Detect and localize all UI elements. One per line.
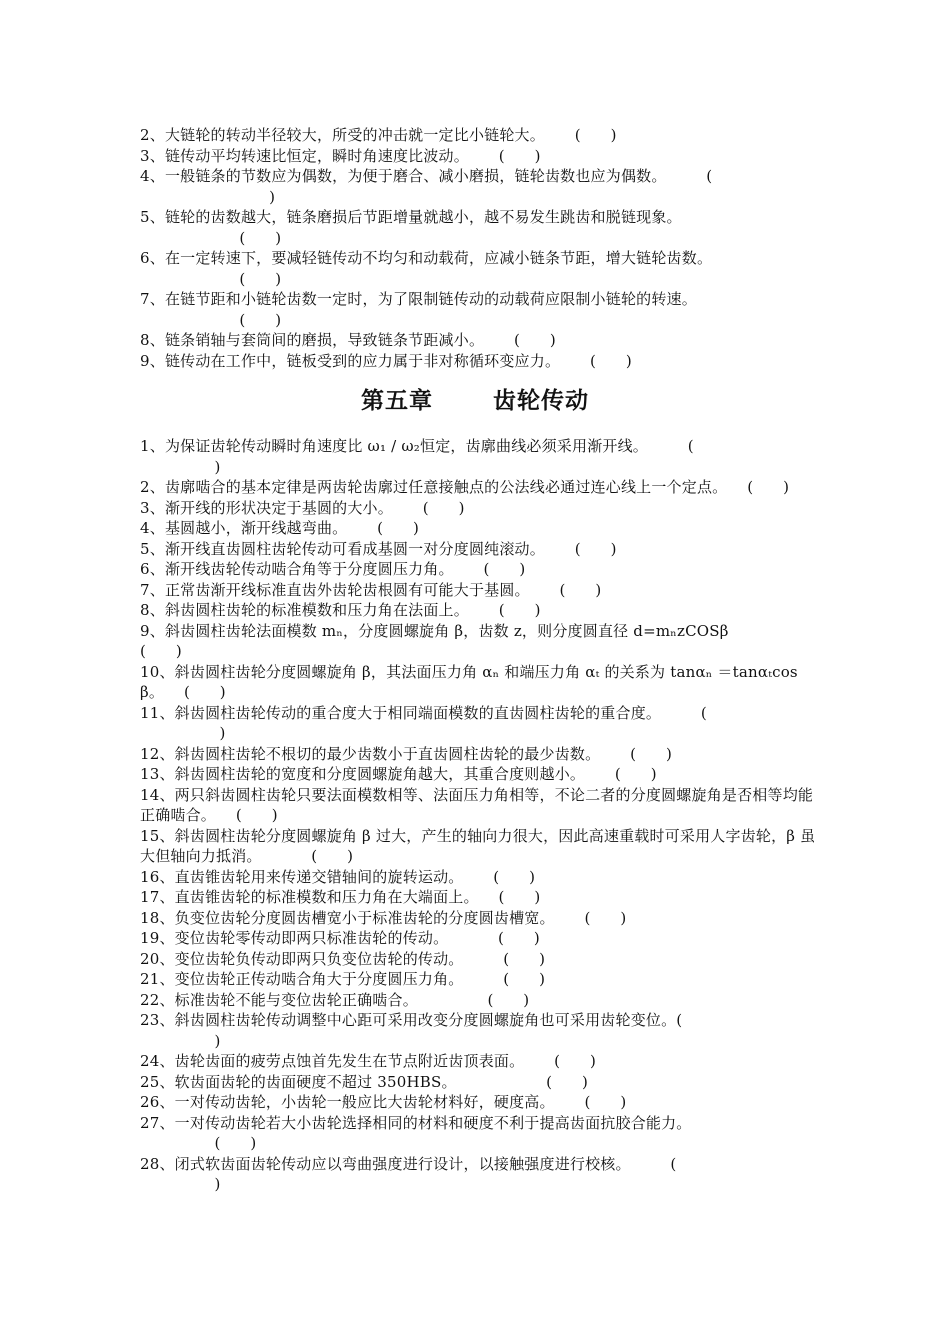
question-item: 6、在一定转速下，要减轻链传动不均匀和动载荷，应减小链条节距，增大链轮齿数。 ( ) bbox=[140, 249, 713, 288]
question-item: 4、一般链条的节数应为偶数，为便于磨合、减小磨损，链轮齿数也应为偶数。 ( ) bbox=[140, 167, 713, 206]
question-item: 16、直齿锥齿轮用来传递交错轴间的旋转运动。 ( ) bbox=[140, 867, 536, 886]
chapter-name: 齿轮传动 bbox=[493, 388, 589, 414]
question-item: 13、斜齿圆柱齿轮的宽度和分度圆螺旋角越大，其重合度则越小。 ( ) bbox=[140, 765, 657, 783]
question-item: 22、标准齿轮不能与变位齿轮正确啮合。 ( ) bbox=[140, 990, 530, 1009]
question-item: 4、基圆越小，渐开线越弯曲。 ( ) bbox=[140, 519, 420, 537]
question-item: 15、斜齿圆柱齿轮分度圆螺旋角 β 过大，产生的轴向力很大，因此高速重载时可采用人字齿轮，β 虽大但轴向力抵消。 ( ) bbox=[140, 826, 816, 865]
section-chain-questions bbox=[140, 125, 820, 371]
question-item: 2、大链轮的转动半径较大，所受的冲击就一定比小链轮大。 ( ) bbox=[140, 126, 617, 144]
question-item: 5、链轮的齿数越大，链条磨损后节距增量就越小，越不易发生跳齿和脱链现象。 ( ) bbox=[140, 208, 682, 247]
question-item: 25、软齿面齿轮的齿面硬度不超过 350HBS。 ( ) bbox=[140, 1072, 589, 1091]
question-item: 1、为保证齿轮传动瞬时角速度比 ω₁ / ω₂恒定，齿廓曲线必须采用渐开线。 ( ) bbox=[140, 437, 694, 476]
question-item: 24、齿轮齿面的疲劳点蚀首先发生在节点附近齿顶表面。 ( ) bbox=[140, 1052, 597, 1070]
question-item: 20、变位齿轮负传动即两只负变位齿轮的传动。 ( ) bbox=[140, 949, 546, 968]
question-item: 2、齿廓啮合的基本定律是两齿轮齿廓过任意接触点的公法线必通过连心线上一个定点。 ( ) bbox=[140, 478, 790, 496]
question-item: 8、斜齿圆柱齿轮的标准模数和压力角在法面上。 ( ) bbox=[140, 601, 541, 619]
question-item: 3、链传动平均转速比恒定，瞬时角速度比波动。 ( ) bbox=[140, 146, 541, 165]
chapter-title bbox=[0, 385, 950, 417]
question-item: 14、两只斜齿圆柱齿轮只要法面模数相等、法面压力角相等，不论二者的分度圆螺旋角是否相等均能正确啮合。 ( ) bbox=[140, 785, 814, 824]
question-item: 7、正常齿渐开线标准直齿外齿轮齿根圆有可能大于基圆。 ( ) bbox=[140, 580, 602, 599]
question-item: 27、一对传动齿轮若大小齿轮选择相同的材料和硬度不利于提高齿面抗胶合能力。 ( ) bbox=[140, 1113, 692, 1152]
section-gear-questions bbox=[140, 436, 858, 1195]
question-item: 8、链条销轴与套筒间的磨损，导致链条节距减小。 ( ) bbox=[140, 331, 556, 349]
question-item: 10、斜齿圆柱齿轮分度圆螺旋角 β，其法面压力角 αₙ 和端压力角 αₜ 的关系为 tanαₙ ＝tanαₜcosβ。 ( ) bbox=[140, 662, 798, 701]
question-item: 26、一对传动齿轮，小齿轮一般应比大齿轮材料好，硬度高。 ( ) bbox=[140, 1093, 627, 1111]
question-item: 21、变位齿轮正传动啮合角大于分度圆压力角。 ( ) bbox=[140, 970, 546, 988]
question-item: 6、渐开线齿轮传动啮合角等于分度圆压力角。 ( ) bbox=[140, 560, 526, 578]
question-item: 19、变位齿轮零传动即两只标准齿轮的传动。 ( ) bbox=[140, 929, 540, 947]
question-item: 12、斜齿圆柱齿轮不根切的最少齿数小于直齿圆柱齿轮的最少齿数。 ( ) bbox=[140, 744, 673, 763]
question-item: 7、在链节距和小链轮齿数一定时，为了限制链传动的动载荷应限制小链轮的转速。 ( ) bbox=[140, 290, 697, 329]
question-item: 17、直齿锥齿轮的标准模数和压力角在大端面上。 ( ) bbox=[140, 888, 541, 906]
chapter-number: 第五章 bbox=[361, 388, 433, 414]
question-item: 9、链传动在工作中，链板受到的应力属于非对称循环变应力。 ( ) bbox=[140, 351, 632, 370]
question-item: 5、渐开线直齿圆柱齿轮传动可看成基圆一对分度圆纯滚动。 ( ) bbox=[140, 539, 617, 558]
question-item: 28、闭式软齿面齿轮传动应以弯曲强度进行设计，以接触强度进行校核。 ( ) bbox=[140, 1154, 677, 1193]
question-item: 9、斜齿圆柱齿轮法面模数 mₙ，分度圆螺旋角 β，齿数 z，则分度圆直径 d=mₙzCOSβ ( ) bbox=[140, 621, 858, 660]
question-item: 3、渐开线的形状决定于基圆的大小。 ( ) bbox=[140, 498, 465, 517]
question-item: 18、负变位齿轮分度圆齿槽宽小于标准齿轮的分度圆齿槽宽。 ( ) bbox=[140, 908, 627, 927]
question-item: 23、斜齿圆柱齿轮传动调整中心距可采用改变分度圆螺旋角也可采用齿轮变位。( ) bbox=[140, 1011, 683, 1050]
question-item: 11、斜齿圆柱齿轮传动的重合度大于相同端面模数的直齿圆柱齿轮的重合度。 ( ) bbox=[140, 703, 707, 742]
